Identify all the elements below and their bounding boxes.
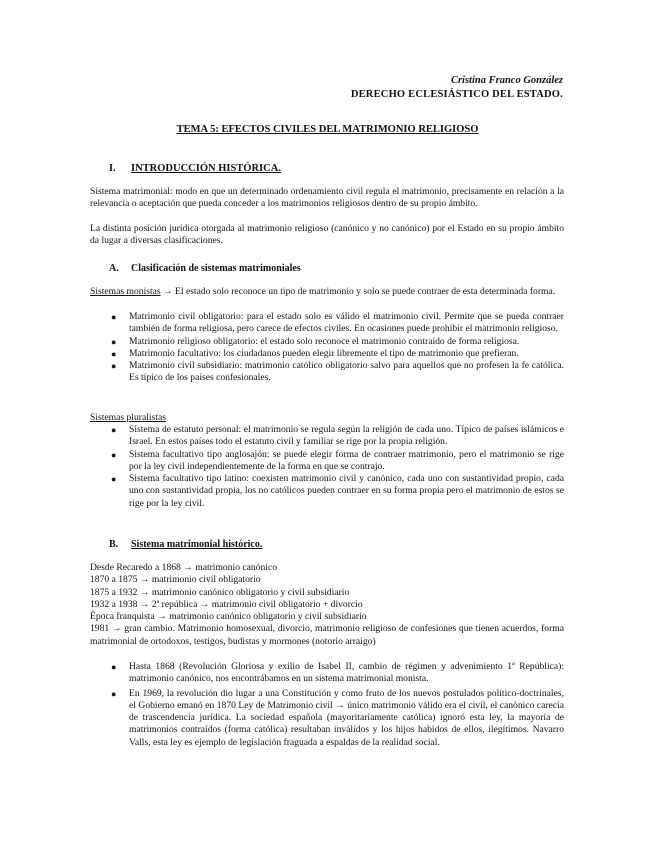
paragraph-definition: Sistema matrimonial: modo en que un determinado ordenamiento civil regula el matrimonio, precisamente en relación a la relevancia o aceptación que pueda conceder a los matrimonios religiosos dentro de su propio ámbito. [90,186,564,210]
timeline-line: Época franquista → matrimonio canónico obligatorio y civil subsidiario [90,611,367,623]
list-item-text: Matrimonio facultativo: los ciudadanos pueden elegir libremente el tipo de matrimonio que prefieran. [129,347,519,359]
subsection-letter: A. [109,263,119,274]
list-item-text: Hasta 1868 (Revolución Gloriosa y exilio de Isabel II, cambio de régimen y advenimiento 1ª República): matrimonio canónico, nos encontrábamos en un sistema matrimonial monista. [129,661,564,685]
subsection-heading-b [109,539,262,550]
section-title: INTRODUCCIÓN HISTÓRICA. [131,163,281,174]
list-item [90,311,564,336]
list-item-text: Matrimonio civil subsidiario: matrimonio católico obligatorio salvo para aquellos que no profesen la fe católica. Es típico de los países confesionales. [129,360,564,384]
subsection-title: Clasificación de sistemas matrimoniales [131,263,301,274]
subsection-letter: B. [109,539,119,550]
timeline-line: 1981 → gran cambio. Matrimonio homosexual, divorcio, matrimonio religioso de confesiones que tienen acuerdos, forma matrimonial de ortodoxos, testigos, budistas y mormones (notorio arraigo) [90,623,564,647]
historical-timeline [90,562,564,648]
bullet-icon: ● [111,425,117,435]
list-item [90,424,564,449]
bullet-icon: ● [111,449,117,460]
historical-list [90,661,564,749]
list-item-text: Matrimonio civil obligatorio: para el estado solo es válido el matrimonio civil. Permite que se pueda contraer también de forma religiosa, pero carece de efectos civiles. En ocasiones puede prohibir el matrimonio religioso. [129,311,564,335]
bullet-icon: ● [111,348,117,359]
timeline-line: Desde Recaredo a 1868 → matrimonio canónico [90,562,278,573]
monistas-text: → El estado solo reconoce un tipo de matrimonio y solo se puede contraer de esta determinada forma. [160,286,556,297]
timeline-line: 1875 a 1932 → matrimonio canónico obligatorio y civil subsidiario [90,586,350,598]
list-item [90,348,564,360]
list-item [90,688,564,749]
bullet-icon: ● [111,688,117,699]
subsection-title: Sistema matrimonial histórico. [131,539,263,550]
section-number: I. [109,163,116,174]
monistas-label: Sistemas monistas [90,286,161,297]
list-item [90,336,564,348]
pluralistas-paragraph [90,412,564,424]
list-item-text: En 1969, la revolución dio lugar a una Constitución y como fruto de los nuevos postulados político-doctrinales, el Gobierno emanó en 1870 Ley de Matrimonio civil → único matrimonio válido era el civil, el canónico carecía de trascendencia jurídica. La sociedad española (mayoritariamente católica) ignoró esta ley, la mayoría de matrimonios contraídos (forma católica) resultaban inválidos y los hijos habidos de ellos, ilegítimos. Navarro Valls, esta ley es ejemplo de legislación fraguada a espaldas de la realidad social. [129,687,564,748]
list-item-text: Matrimonio religioso obligatorio: el estado solo reconoce el matrimonio contraído de forma religiosa. [129,335,520,347]
bullet-icon: ● [111,474,117,485]
bullet-icon: ● [111,336,117,347]
list-item [90,360,564,385]
pluralistas-label: Sistemas pluralistas [90,412,166,423]
pluralistas-list [90,424,564,510]
paragraph-classification: La distinta posición jurídica otorgada al matrimonio religioso (canónico y no canónico) por el Estado en su propio ámbito da lugar a diversas clasificaciones. [90,223,564,247]
course-title: DERECHO ECLESIÁSTICO DEL ESTADO. [350,89,563,100]
subsection-heading-a [109,263,301,274]
timeline-line: 1870 a 1875 → matrimonio civil obligatorio [90,574,261,586]
list-item [90,661,564,686]
section-heading-1 [109,163,281,174]
bullet-icon: ● [111,361,117,372]
author-name: Cristina Franco González [450,75,563,86]
bullet-icon: ● [111,312,117,322]
list-item [90,473,564,510]
document-title: TEMA 5: EFECTOS CIVILES DEL MATRIMONIO RELIGIOSO [176,124,479,135]
list-item-text: Sistema facultativo tipo anglosajón: se puede elegir forma de contraer matrimonio, pero el matrimonio se rige por la ley civil independientemente de la forma en que se contrajo. [129,448,564,472]
list-item-text: Sistema de estatuto personal: el matrimonio se regula según la religión de cada uno. Típico de países islámicos e Israel. En estos países todo el estatuto civil y familiar se rige por la propia religión. [129,424,564,448]
monistas-paragraph [90,286,564,298]
list-item-text: Sistema facultativo tipo latino: coexisten matrimonio civil y canónico, cada uno con sustantividad propio, cada uno con sustantividad propia, los no católicos pueden contraer en su forma propia pero el matrimonio de estos se rige por la ley civil. [129,473,564,509]
timeline-line: 1932 a 1938 → 2ª república → matrimonio civil obligatorio + divorcio [90,598,363,610]
list-item [90,449,564,474]
bullet-icon: ● [111,662,117,672]
monistas-list [90,311,564,385]
